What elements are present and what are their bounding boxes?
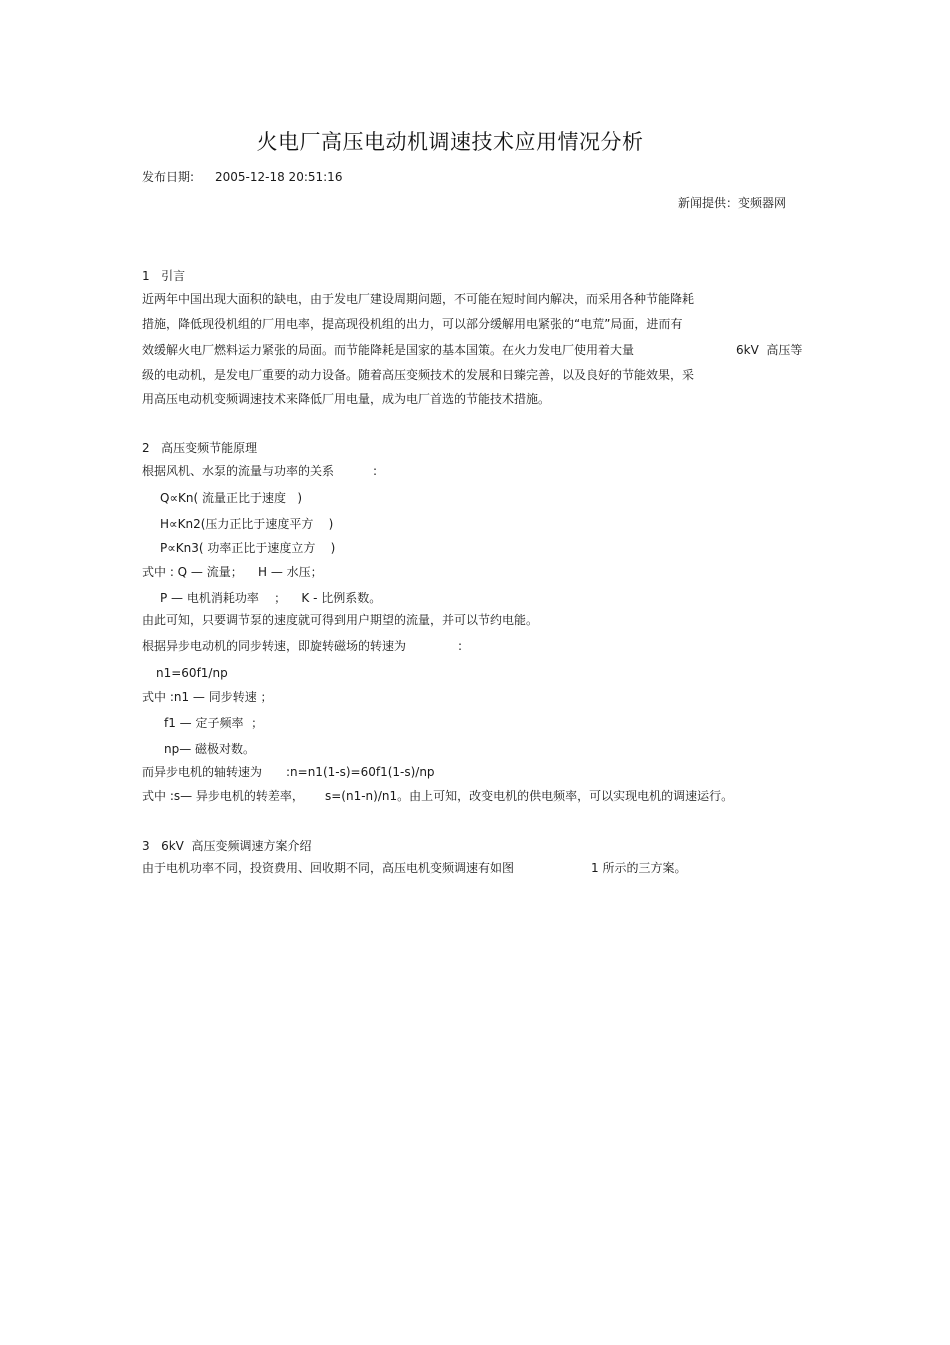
section-1-paragraph-line: 效缓解火电厂燃料运力紧张的局面。而节能降耗是国家的基本国策。在火力发电厂使用着大量 (142, 343, 635, 357)
publish-date: 2005-12-18 20:51:16 (215, 170, 343, 184)
section-2-text: f1 — 定子频率 ； (164, 716, 264, 730)
publish-label: 发布日期: (142, 170, 195, 184)
section-2-text: : (373, 464, 378, 478)
section-1-paragraph-line: 近两年中国出现大面积的缺电，由于发电厂建设周期问题，不可能在短时间内解决，而采用各种节能降耗 (142, 292, 695, 306)
formula-shaft-speed: :n=n1(1-s)=60f1(1-s)/np (286, 765, 435, 779)
section-2-text: 式中 :n1 — 同步转速 ； (142, 690, 273, 704)
document-title: 火电厂高压电动机调速技术应用情况分析 (256, 130, 644, 154)
section-2-text: 而异步电机的轴转速为 (142, 765, 263, 779)
section-2-text: 根据风机、水泵的流量与功率的关系 (142, 464, 335, 478)
formula-sync-speed: n1=60f1/np (156, 666, 228, 680)
news-provider: 新闻提供：变频器网 (678, 196, 787, 210)
section-2-text: 式中 :s— 异步电机的转差率， (142, 789, 304, 803)
section-2-heading: 2 高压变频节能原理 (142, 441, 258, 455)
section-3-text: 由于电机功率不同，投资费用、回收期不同，高压电机变频调速有如图 (142, 861, 515, 875)
section-1-heading: 1 引言 (142, 269, 186, 283)
formula-power: P∝Kn3( 功率正比于速度立方 ) (160, 541, 336, 555)
section-2-text: s=(n1-n)/n1。由上可知，改变电机的供电频率，可以实现电机的调速运行。 (325, 789, 734, 803)
section-1-paragraph-line: 措施，降低现役机组的厂用电率，提高现役机组的出力，可以部分缓解用电紧张的“电荒”局面，进而有 (142, 317, 683, 331)
section-2-text: np— 磁极对数。 (164, 742, 256, 756)
section-3-heading: 3 6kV 高压变频调速方案介绍 (142, 839, 312, 853)
section-3-text: 1 所示的三方案。 (591, 861, 687, 875)
section-1-paragraph-line: 级的电动机，是发电厂重要的动力设备。随着高压变频技术的发展和日臻完善，以及良好的节能效果，采 (142, 368, 695, 382)
section-2-text: 式中 : Q — 流量； H — 水压； (142, 565, 323, 579)
section-2-text: 根据异步电动机的同步转速，即旋转磁场的转速为 (142, 639, 407, 653)
formula-pressure: H∝Kn2(压力正比于速度平方 ) (160, 517, 334, 531)
section-1-paragraph-line: 用高压电动机变频调速技术来降低厂用电量，成为电厂首选的节能技术措施。 (142, 392, 551, 406)
section-2-text: : (458, 639, 463, 653)
formula-flow: Q∝Kn( 流量正比于速度 ) (160, 491, 303, 505)
section-2-text: 由此可知，只要调节泵的速度就可得到用户期望的流量，并可以节约电能。 (142, 613, 539, 627)
section-2-text: P — 电机消耗功率 ； K - 比例系数。 (160, 591, 382, 605)
section-1-paragraph-line: 6kV 高压等 (736, 343, 803, 357)
